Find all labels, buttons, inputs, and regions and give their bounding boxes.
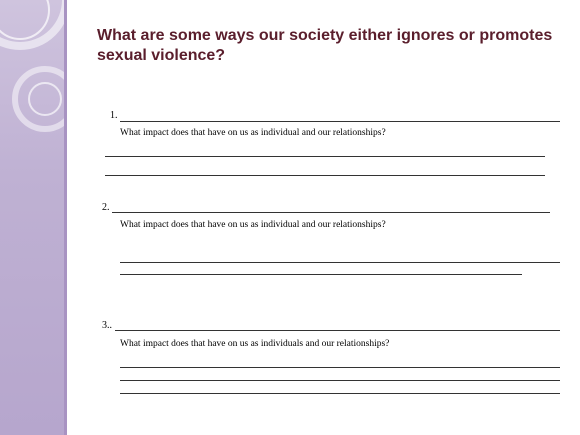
sidebar-divider [64,0,67,435]
answer-line [120,121,560,122]
follow-up-question: What impact does that have on us as individual and our relationships? [120,128,386,138]
item-number: 3.. [102,320,112,331]
answer-line [120,262,560,263]
slide-title: What are some ways our society either ignores or promotes sexual violence? [97,27,553,64]
follow-up-question: What impact does that have on us as individual and our relationships? [120,220,386,230]
follow-up-question: What impact does that have on us as individuals and our relationships? [120,339,390,349]
answer-line [120,367,560,368]
item-number: 2. [102,202,110,213]
answer-line [120,274,522,275]
decorative-ring-middle-inner [28,82,62,116]
answer-line [112,212,550,213]
item-number: 1. [110,110,118,121]
decorative-sidebar [0,0,64,435]
answer-line [120,380,560,381]
answer-line [115,330,560,331]
answer-line [105,175,545,176]
answer-line [105,156,545,157]
answer-line [120,393,560,394]
